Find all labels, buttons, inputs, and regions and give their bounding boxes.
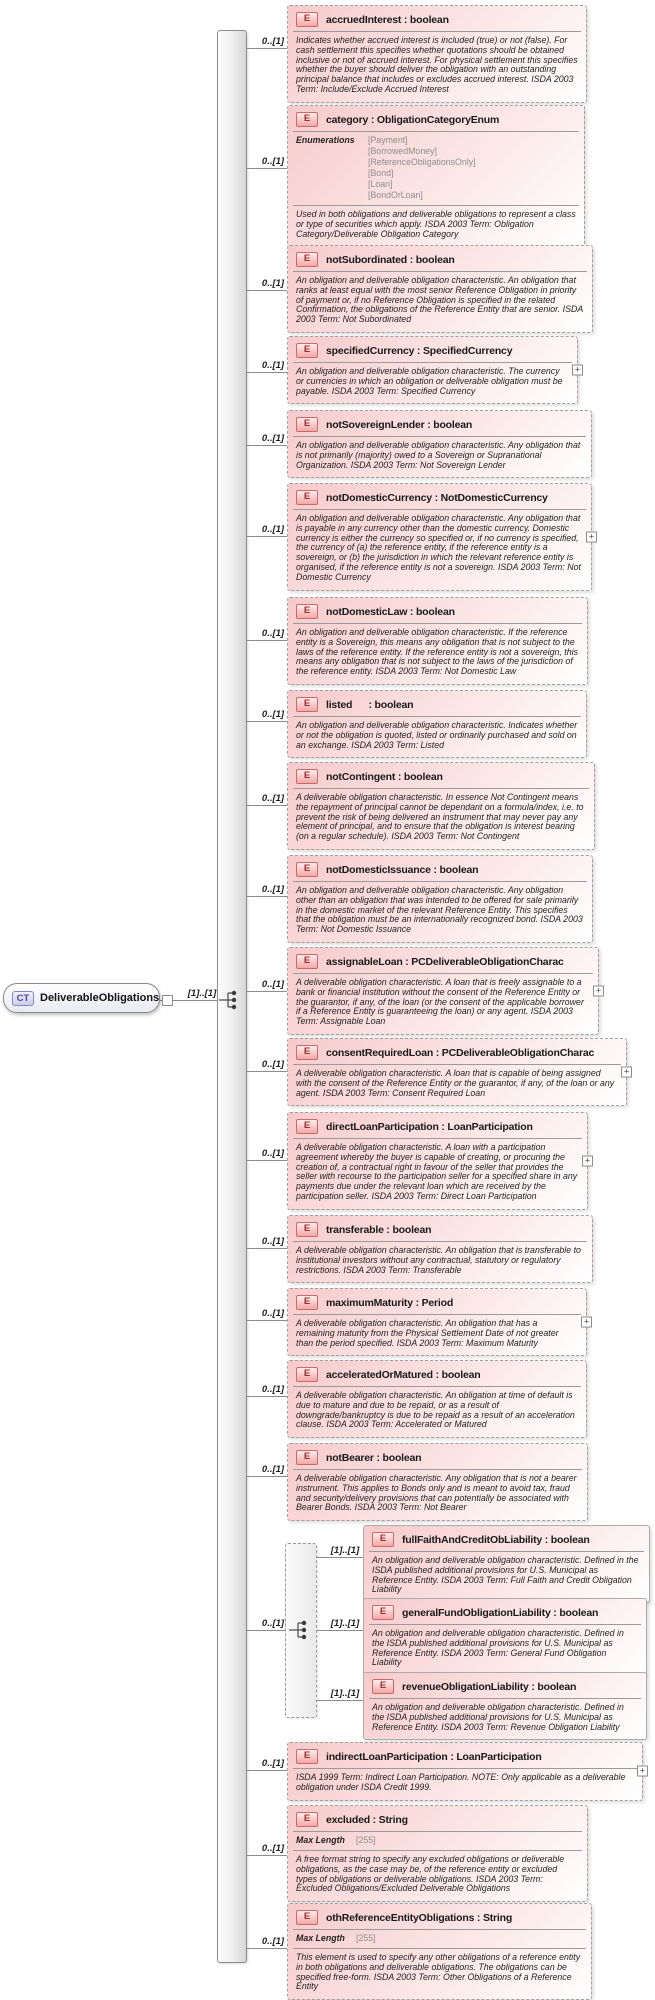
- element-icon: E: [296, 1812, 318, 1827]
- cardinality-label: 0..[1]: [261, 36, 285, 47]
- element-title: generalFundObligationLiability : boolean: [402, 1606, 599, 1619]
- sequence-compositor-icon[interactable]: [219, 989, 243, 1011]
- element-notDomesticLaw[interactable]: [287, 597, 588, 685]
- element-title: revenueObligationLiability : boolean: [402, 1680, 577, 1693]
- cardinality-label: 0..[1]: [261, 628, 285, 639]
- cardinality-label: 0..[1]: [261, 1059, 285, 1070]
- connector-line: [247, 640, 287, 641]
- element-icon: E: [296, 112, 318, 127]
- element-title: consentRequiredLoan : PCDeliverableObligationCharac: [326, 1046, 595, 1059]
- element-header: [288, 1444, 587, 1469]
- complex-type-box[interactable]: [3, 983, 160, 1013]
- element-header: [288, 1806, 587, 1831]
- cardinality-label: 0..[1]: [261, 709, 285, 720]
- element-icon: E: [296, 1119, 318, 1134]
- element-title: category : ObligationCategoryEnum: [326, 113, 500, 126]
- element-title: fullFaithAndCreditObLiability : boolean: [402, 1533, 590, 1546]
- element-notDomesticIssuance[interactable]: [287, 855, 593, 943]
- element-header: [364, 1526, 649, 1551]
- element-icon: E: [296, 252, 318, 267]
- maxlength-label: Max Length: [296, 1933, 345, 1943]
- annotation-text: An obligation and deliverable obligation characteristic. Any obligation that is not primarily (majority) owed to a Sovereign or Supranational Organization. ISDA 2003 Term: Not Sovereign Lender: [296, 440, 581, 470]
- element-icon: E: [372, 1532, 394, 1547]
- element-title: notContingent : boolean: [326, 770, 443, 783]
- cardinality-label: 0..[1]: [261, 360, 285, 371]
- element-generalFundObligationLiability[interactable]: [363, 1598, 647, 1676]
- element-notBearer[interactable]: [287, 1443, 588, 1521]
- element-icon: E: [296, 417, 318, 432]
- cardinality-label: 0..[1]: [261, 1618, 285, 1629]
- element-icon: E: [372, 1679, 394, 1694]
- element-title: notBearer : boolean: [326, 1451, 422, 1464]
- maxlength-value: [255]: [356, 1933, 376, 1943]
- annotation-text: A free format string to specify any excluded obligations or deliverable obligations, as the case may be, of the reference entity or excluded types of obligations or deliverable obligations. ISDA 2003 Term: Excluded Obligations/Excluded Deliverable Obligations: [296, 1854, 565, 1894]
- element-icon: E: [296, 490, 318, 505]
- element-acceleratedOrMatured[interactable]: [287, 1360, 587, 1438]
- element-icon: E: [372, 1605, 394, 1620]
- enumeration-value: [ReferenceObligationsOnly]: [368, 157, 476, 167]
- connector-line: [317, 1700, 363, 1701]
- element-title: notSubordinated : boolean: [326, 253, 455, 266]
- element-title: directLoanParticipation : LoanParticipation: [326, 1120, 533, 1133]
- connector-line: [247, 1948, 287, 1949]
- connector-line: [247, 1396, 287, 1397]
- connector-line: [247, 1248, 287, 1249]
- expand-icon[interactable]: +: [572, 365, 583, 376]
- element-maximumMaturity[interactable]: [287, 1288, 590, 1356]
- annotation-text: A deliverable obligation characteristic. In essence Not Contingent means the repayment of principal cannot be dependant on a formula/index, i.e. to prevent the risk of being delivered an instrument that may never pay any element of principal, and to ensure that the obligation is interest bearing (on a regular schedule). ISDA 2003 Term: Not Contingent: [296, 792, 584, 842]
- element-header: [288, 948, 598, 973]
- cardinality-label: [1]..[1]: [330, 1545, 360, 1556]
- expand-icon[interactable]: +: [621, 1067, 632, 1078]
- connector-line: [247, 1320, 287, 1321]
- maxlength-value: [255]: [356, 1835, 376, 1845]
- element-notSubordinated[interactable]: [287, 245, 593, 333]
- annotation-text: An obligation and deliverable obligation characteristic. Defined in the ISDA published additional provisions for U.S. Municipal as Reference Entity. ISDA 2003 Term: General Fund Obligation Liability: [372, 1628, 624, 1668]
- connector-line: [247, 805, 287, 806]
- connector-line: [247, 372, 287, 373]
- complex-type-badge: CT: [12, 991, 34, 1006]
- element-notDomesticCurrency[interactable]: [287, 483, 595, 591]
- element-title: indirectLoanParticipation : LoanParticipation: [326, 1750, 542, 1763]
- annotation-text: This element is used to specify any other obligations of a reference entity in both obligations and deliverable obligations. The obligations can be specified free-form. ISDA 2003 Term: Other Obligations of a Reference Entity: [296, 1952, 581, 1992]
- element-header: [288, 763, 594, 788]
- element-header: [288, 1039, 626, 1064]
- connector-line: [317, 1557, 363, 1558]
- element-header: [288, 106, 584, 131]
- annotation-text: A deliverable obligation characteristic. An obligation that has a remaining maturity from the Physical Settlement Date of not greater than the period specified. ISDA 2003 Term: Maximum Maturity: [296, 1318, 559, 1348]
- element-fullFaithAndCreditObLiability[interactable]: [363, 1525, 650, 1603]
- element-excluded[interactable]: [287, 1805, 588, 1902]
- root-cardinality-label: [1]..[1]: [187, 988, 217, 999]
- element-notSovereignLender[interactable]: [287, 410, 592, 478]
- cardinality-label: 0..[1]: [261, 278, 285, 289]
- enumerations-label: Enumerations: [296, 135, 355, 145]
- element-icon: E: [296, 12, 318, 27]
- element-icon: E: [296, 697, 318, 712]
- element-transferable[interactable]: [287, 1215, 593, 1283]
- connector-line: [247, 991, 287, 992]
- element-title: notDomesticLaw : boolean: [326, 605, 455, 618]
- connector-line: [247, 168, 287, 169]
- element-header: [288, 1289, 586, 1314]
- maxlength-facet: [288, 1832, 587, 1850]
- element-category[interactable]: [287, 105, 585, 247]
- connector-line: [317, 1630, 363, 1631]
- element-title: notSovereignLender : boolean: [326, 418, 473, 431]
- connector-line: [247, 1855, 287, 1856]
- annotation-text: An obligation and deliverable obligation characteristic. Any obligation other than an obligation that was intended to be offered for sale primarily in the domestic market of the relevant Reference Entity. This specifies that the obligation must be an internationally recognized bond. ISDA 2003 Term: Not Domestic Issuance: [296, 885, 583, 935]
- maxlength-facet: [288, 1930, 591, 1948]
- connector-line: [247, 721, 287, 722]
- cardinality-label: 0..[1]: [261, 433, 285, 444]
- element-header: [288, 1743, 642, 1768]
- element-title: maximumMaturity : Period: [326, 1296, 454, 1309]
- cardinality-label: 0..[1]: [261, 1384, 285, 1395]
- annotation-text: An obligation and deliverable obligation characteristic. Defined in the ISDA published additional provisions for U.S. Municipal as Reference Entity. ISDA 2003 Term: Revenue Obligation Liability: [372, 1702, 624, 1732]
- element-indirectLoanParticipation[interactable]: [287, 1742, 646, 1801]
- element-header: [288, 691, 586, 716]
- cardinality-label: 0..[1]: [261, 1758, 285, 1769]
- element-header: [288, 337, 577, 362]
- cardinality-label: 0..[1]: [261, 156, 285, 167]
- element-title: accruedInterest : boolean: [326, 13, 449, 26]
- annotation-text: A deliverable obligation characteristic. A loan that is freely assignable to a bank or financial institution without the consent of the Reference Entity or the guarantor, if any, of the loan (or the consent of the applicable borrower if a Reference Entity is guaranteeing the loan) or any agent. ISDA 2003 Term: Assignable Loan: [296, 977, 584, 1027]
- cardinality-label: 0..[1]: [261, 1843, 285, 1854]
- element-header: [288, 1361, 586, 1386]
- connector-line: [247, 1476, 287, 1477]
- expand-icon[interactable]: +: [586, 531, 597, 542]
- cardinality-label: 0..[1]: [261, 979, 285, 990]
- connector-line: [247, 536, 287, 537]
- element-icon: E: [296, 769, 318, 784]
- element-header: [364, 1599, 646, 1624]
- enumeration-value: [BondOrLoan]: [368, 190, 423, 200]
- enumeration-value: [Payment]: [368, 135, 408, 145]
- cardinality-label: 0..[1]: [261, 1308, 285, 1319]
- connector-line: [247, 1160, 287, 1161]
- element-icon: E: [296, 1045, 318, 1060]
- cardinality-label: 0..[1]: [261, 1236, 285, 1247]
- element-icon: E: [296, 1295, 318, 1310]
- element-title: notDomesticIssuance : boolean: [326, 863, 479, 876]
- cardinality-label: 0..[1]: [261, 1148, 285, 1159]
- element-header: [288, 598, 587, 623]
- annotation-text: An obligation and deliverable obligation characteristic. Any obligation that is payable in any currency other than the domestic currency. Domestic currency is either the currency so specified or, if no currency is specified, the currency of (a) the reference entity, if the reference entity is a sovereign, or (b) the jurisdiction in which the relevant reference entity is organised, if the reference entity is not a sovereign. ISDA 2003 Term: Not Domestic Currency: [296, 513, 581, 582]
- annotation-text: Indicates whether accrued interest is included (true) or not (false). For cash settlement this specifies whether quotations should be obtained inclusive or not of accrued interest. For physical settlement this specifies whether the buyer should deliver the obligation with an outstanding principal balance that includes or excludes accrued interest. ISDA 2003 Term: Include/Exclude Accrued Interest: [296, 35, 578, 94]
- connector-line: [247, 1770, 287, 1771]
- connector-line: [247, 896, 287, 897]
- element-icon: E: [296, 1910, 318, 1925]
- element-header: [364, 1673, 646, 1698]
- enumeration-value: [Loan]: [368, 179, 393, 189]
- element-header: [288, 411, 591, 436]
- element-header: [288, 1113, 587, 1138]
- element-icon: E: [296, 1749, 318, 1764]
- element-title: specifiedCurrency : SpecifiedCurrency: [326, 344, 513, 357]
- element-header: [288, 1216, 592, 1241]
- element-assignableLoan[interactable]: [287, 947, 602, 1035]
- annotation-text: An obligation and deliverable obligation characteristic. An obligation that ranks at least equal with the most senior Reference Obligation in priority of payment or, if no Reference Obligation is specified in the related Confirmation, the obligations of the Reference Entity that are senior. ISDA 2003 Term: Not Subordinated: [296, 275, 583, 325]
- cardinality-label: 0..[1]: [261, 884, 285, 895]
- connector-line: [247, 1630, 285, 1631]
- cardinality-label: [1]..[1]: [330, 1688, 360, 1699]
- expand-icon[interactable]: +: [593, 985, 604, 996]
- annotation-text: An obligation and deliverable obligation characteristic. Indicates whether or not the obligation is quoted, listed or ordinarily purchased and sold on an exchange. ISDA 2003 Term: Listed: [296, 720, 578, 750]
- element-icon: E: [296, 343, 318, 358]
- annotation-text: A deliverable obligation characteristic. An obligation at time of default is due to mature and due to be repaid, or as a result of downgrade/bankruptcy is due to be repaid as a result of an acceleration clause. ISDA 2003 Term: Accelerated or Matured: [296, 1390, 575, 1430]
- cardinality-label: 0..[1]: [261, 524, 285, 535]
- annotation-text: A deliverable obligation characteristic. A loan that is capable of being assigned with the consent of the Reference Entity or the guarantor, if any, of the loan or any agent. ISDA 2003 Term: Consent Required Loan: [296, 1068, 615, 1098]
- annotation-text: ISDA 1999 Term: Indirect Loan Participation. NOTE: Only applicable as a deliverable obligation under ISDA Credit 1999.: [296, 1772, 626, 1792]
- element-title: othReferenceEntityObligations : String: [326, 1911, 513, 1924]
- element-title: excluded : String: [326, 1813, 408, 1826]
- element-consentRequiredLoan[interactable]: [287, 1038, 630, 1106]
- collapse-handle[interactable]: [162, 995, 173, 1006]
- cardinality-label: 0..[1]: [261, 1936, 285, 1947]
- element-accruedInterest[interactable]: [287, 5, 587, 103]
- cardinality-label: [1]..[1]: [330, 1618, 360, 1629]
- connector-line: [247, 445, 287, 446]
- cardinality-label: 0..[1]: [261, 1464, 285, 1475]
- element-listed[interactable]: [287, 690, 587, 758]
- enumeration-value: [BorrowedMoney]: [368, 146, 437, 156]
- annotation-text: An obligation and deliverable obligation characteristic. The currency or currencies in which an obligation or deliverable obligation must be payable. ISDA 2003 Term: Specified Currency: [296, 366, 563, 396]
- element-revenueObligationLiability[interactable]: [363, 1672, 647, 1740]
- expand-icon[interactable]: +: [637, 1766, 648, 1777]
- connector-line: [247, 1071, 287, 1072]
- annotation-text: An obligation and deliverable obligation characteristic. Defined in the ISDA published additional provisions for U.S. Municipal as Reference Entity. ISDA 2003 Term: Full Faith and Credit Obligation Liability: [372, 1555, 639, 1595]
- element-header: [288, 484, 591, 509]
- element-header: [288, 246, 592, 271]
- element-specifiedCurrency[interactable]: [287, 336, 581, 404]
- annotation-text: An obligation and deliverable obligation characteristic. If the reference entity is a Sovereign, this means any obligation that is not subject to the laws of the reference entity. If the reference entity is not a sovereign, this means any obligation that is not subject to the laws of the jurisdiction of the reference entity. ISDA 2003 Term: Not Domestic Law: [296, 627, 578, 677]
- expand-icon[interactable]: +: [581, 1317, 592, 1328]
- element-title: assignableLoan : PCDeliverableObligationCharac: [326, 955, 564, 968]
- element-icon: E: [296, 1450, 318, 1465]
- element-icon: E: [296, 1222, 318, 1237]
- enumeration-values: [368, 135, 476, 201]
- element-title: acceleratedOrMatured : boolean: [326, 1368, 481, 1381]
- element-notContingent[interactable]: [287, 762, 595, 850]
- element-header: [288, 6, 586, 31]
- annotation-text: Used in both obligations and deliverable obligations to represent a class or type of securities which apply. ISDA 2003 Term: Obligation Category/Deliverable Obligation Category: [296, 209, 576, 239]
- element-title: listed : boolean: [326, 698, 414, 711]
- element-icon: E: [296, 604, 318, 619]
- element-title: transferable : boolean: [326, 1223, 432, 1236]
- element-header: [288, 1904, 591, 1929]
- annotation-text: A deliverable obligation characteristic. A loan with a participation agreement whereby the buyer is capable of creating, or procuring the creation of, a contractual right in favour of the seller that provides the seller with recourse to the participation seller for a specified share in any payments due under the relevant loan which are received by the participation seller. ISDA 2003 Term: Direct Loan Participation: [296, 1142, 578, 1201]
- element-icon: E: [296, 954, 318, 969]
- element-icon: E: [296, 862, 318, 877]
- element-othReferenceEntityObligations[interactable]: [287, 1903, 592, 2000]
- element-header: [288, 856, 592, 881]
- element-title: notDomesticCurrency : NotDomesticCurrency: [326, 491, 548, 504]
- expand-icon[interactable]: +: [582, 1155, 593, 1166]
- maxlength-label: Max Length: [296, 1835, 345, 1845]
- element-icon: E: [296, 1367, 318, 1382]
- annotation-text: A deliverable obligation characteristic. Any obligation that is not a bearer instrument. This applies to Bonds only and is meant to avoid tax, fraud and security/delivery provisions that can potentially be associated with Bearer Bonds. ISDA 2003 Term: Not Bearer: [296, 1473, 577, 1513]
- element-directLoanParticipation[interactable]: [287, 1112, 591, 1210]
- connector-line: [247, 290, 287, 291]
- connector-line: [247, 48, 287, 49]
- complex-type-name: DeliverableObligations: [40, 992, 160, 1004]
- cardinality-label: 0..[1]: [261, 793, 285, 804]
- enumeration-value: [Bond]: [368, 168, 394, 178]
- choice-compositor-icon[interactable]: [289, 1619, 313, 1641]
- annotation-text: A deliverable obligation characteristic. An obligation that is transferable to institutional investors without any contractual, statutory or regulatory restrictions. ISDA 2003 Term: Transferable: [296, 1245, 581, 1275]
- enumerations-facet: [288, 132, 584, 205]
